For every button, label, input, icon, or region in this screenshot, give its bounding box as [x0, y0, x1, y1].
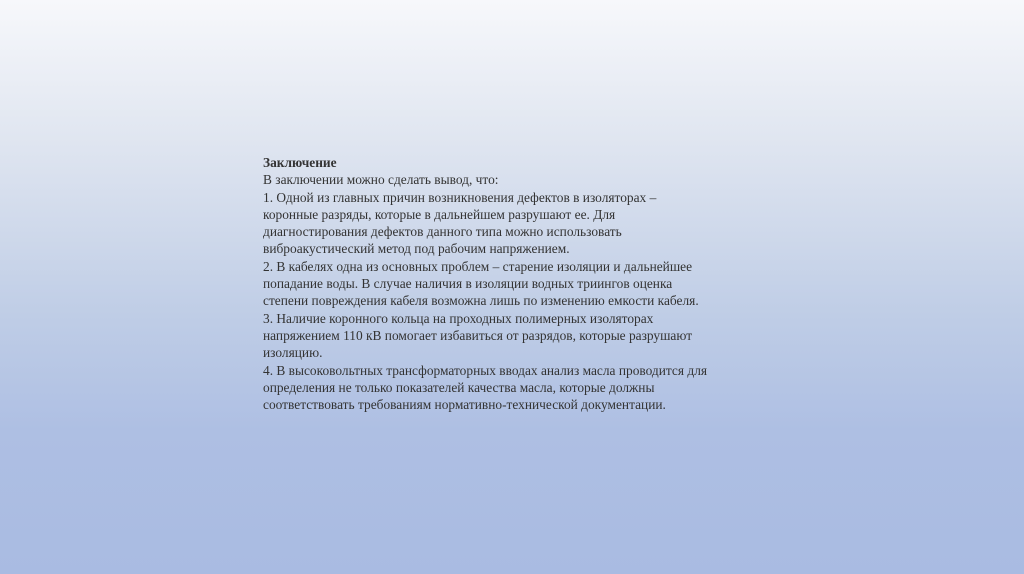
text-line: определения не только показателей качества масла, которые должны — [263, 379, 655, 395]
text-line: диагностирования дефектов данного типа можно использовать — [263, 224, 622, 240]
text-line: изоляцию. — [263, 345, 323, 361]
text-line: 3. Наличие коронного кольца на проходных полимерных изоляторах — [263, 310, 654, 326]
text-line: виброакустический метод под рабочим напряжением. — [263, 241, 570, 257]
conclusion-heading: Заключение — [263, 155, 337, 170]
text-line: соответствовать требованиям нормативно-технической документации. — [263, 397, 666, 413]
text-line: В заключении можно сделать вывод, что: — [263, 172, 499, 188]
conclusion-text-block — [263, 154, 783, 413]
text-line: 1. Одной из главных причин возникновения дефектов в изоляторах – — [263, 189, 657, 205]
text-line: 4. В высоковольтных трансформаторных вводах анализ масла проводится для — [263, 362, 708, 378]
text-line: попадание воды. В случае наличия в изоляции водных триингов оценка — [263, 276, 673, 292]
text-line: 2. В кабелях одна из основных проблем – старение изоляции и дальнейшее — [263, 258, 693, 274]
text-line: степени повреждения кабеля возможна лишь по изменению емкости кабеля. — [263, 293, 699, 309]
text-line: коронные разряды, которые в дальнейшем разрушают ее. Для — [263, 206, 616, 222]
text-line: напряжением 110 кВ помогает избавиться от разрядов, которые разрушают — [263, 327, 693, 343]
